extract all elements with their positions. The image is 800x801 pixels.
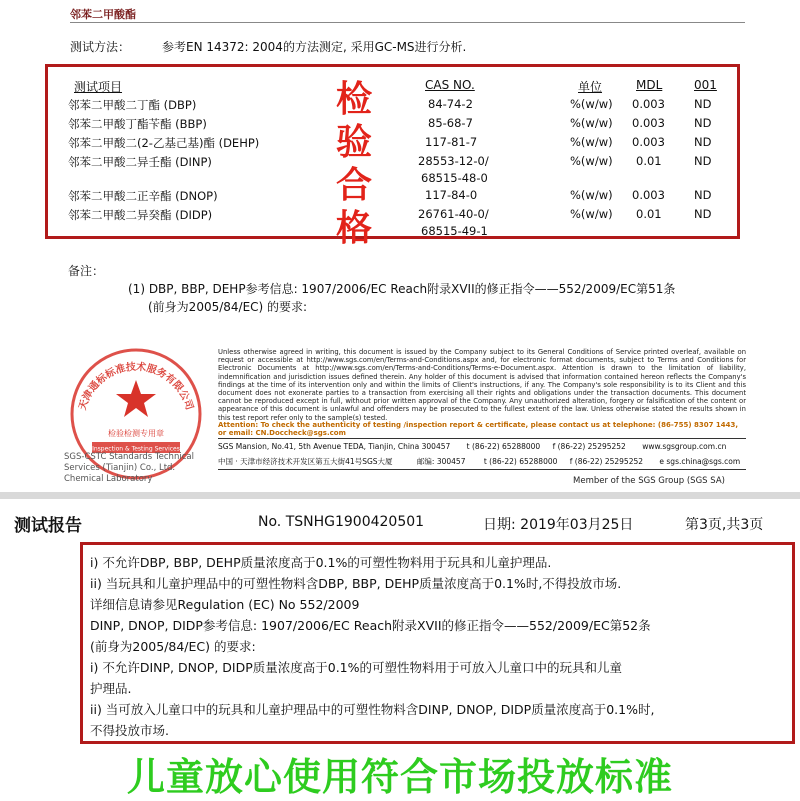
row-item: 邻苯二甲酸二异癸酯 (DIDP) (68, 208, 213, 222)
stamp-char: 检 (335, 79, 372, 120)
stamp-char: 格 (335, 208, 372, 249)
header-mdl: MDL (636, 78, 663, 92)
seal-inner-text: 检验检测专用章 (108, 429, 164, 438)
row-unit: %(w/w) (570, 116, 613, 130)
fax-cn: f (86-22) 25295252 (569, 457, 644, 466)
row-unit: %(w/w) (570, 154, 613, 168)
postcode-cn: 邮编: 300457 (416, 457, 466, 466)
test-method-label: 测试方法： (70, 40, 131, 54)
report-page-indicator: 第3页,共3页 (685, 517, 764, 533)
row-item: 邻苯二甲酸二(2-乙基己基)酯 (DEHP) (68, 136, 260, 150)
row-cas: 26761-40-0/ (418, 207, 489, 221)
row-cas: 85-68-7 (428, 116, 473, 130)
row-result: ND (694, 97, 712, 111)
requirement-line: DINP, DNOP, DIDP参考信息: 1907/2006/EC Reach附录XVII的修正指令——552/2009/EC第52条 (90, 618, 651, 633)
lab-department: Chemical Laboratory (64, 474, 153, 484)
inspection-passed-stamp (334, 78, 374, 250)
address-cn: 中国 · 天津市经济技术开发区第五大街41号SGS大厦 (218, 457, 393, 466)
report-title: 测试报告 (14, 516, 82, 536)
address-block (218, 438, 746, 470)
header-cas-no: CAS NO. (425, 78, 475, 92)
row-item: 邻苯二甲酸二正辛酯 (DNOP) (68, 189, 218, 203)
requirement-line: ii) 当玩具和儿童护理品中的可塑性物料含DBP, BBP, DEHP质量浓度高于0.1%时,不得投放市场. (90, 576, 622, 591)
row-item: 邻苯二甲酸二丁酯 (DBP) (68, 98, 197, 112)
requirement-line: 不得投放市场. (90, 723, 169, 738)
test-method (70, 38, 466, 55)
phone-en: t (86-22) 65288000 (466, 442, 541, 451)
row-mdl: 0.01 (636, 207, 662, 221)
page-separator (0, 492, 800, 499)
row-result: ND (694, 154, 712, 168)
requirement-line: 详细信息请参见Regulation (EC) No 552/2009 (90, 597, 360, 612)
requirement-line: i) 不允许DINP, DNOP, DIDP质量浓度高于0.1%的可塑性物料用于可放入儿童口中的玩具和儿童 (90, 660, 623, 675)
row-unit: %(w/w) (570, 188, 613, 202)
seal-ring-text: 天津通标标准技术服务有限公司 (77, 361, 195, 412)
row-result: ND (694, 116, 712, 130)
website: www.sgsgroup.com.cn (642, 442, 727, 451)
requirement-line: i) 不允许DBP, BBP, DEHP质量浓度高于0.1%的可塑性物料用于玩具和儿童护理品. (90, 555, 552, 570)
row-unit: %(w/w) (570, 97, 613, 111)
row-cas-continued: 68515-48-0 (421, 171, 488, 185)
notes-label: 备注： (68, 264, 105, 278)
authenticity-notice: Attention: To check the authenticity of testing /inspection report & certificate, please contact us at telephone: (86-755) 8307 1443, or email: CN.Doccheck@sgs.com (218, 421, 739, 438)
header-unit: 单位 (578, 80, 603, 94)
row-cas: 117-81-7 (425, 135, 478, 149)
stamp-char: 合 (335, 165, 372, 206)
note-line: (前身为2005/84/EC) 的要求: (148, 300, 308, 314)
lab-info (64, 452, 214, 485)
report-date: 日期: 2019年03月25日 (483, 517, 634, 533)
row-mdl: 0.003 (632, 97, 665, 111)
row-item: 邻苯二甲酸二异壬酯 (DINP) (68, 155, 212, 169)
row-result: ND (694, 135, 712, 149)
fax-en: f (86-22) 25295252 (552, 442, 626, 451)
row-mdl: 0.01 (636, 154, 662, 168)
phone-cn: t (86-22) 65288000 (483, 457, 558, 466)
row-cas: 28553-12-0/ (418, 154, 489, 168)
requirement-line: (前身为2005/84/EC) 的要求: (90, 639, 256, 654)
note-line: (1) DBP, BBP, DEHP参考信息: 1907/2006/EC Reach附录XVII的修正指令——552/2009/EC第51条 (128, 282, 676, 296)
header-divider (70, 22, 745, 23)
row-result: ND (694, 188, 712, 202)
test-method-text: 参考EN 14372: 2004的方法测定, 采用GC-MS进行分析. (162, 40, 467, 54)
row-mdl: 0.003 (632, 116, 665, 130)
row-cas: 117-84-0 (425, 188, 478, 202)
section-header: 邻苯二甲酸酯 (70, 8, 136, 21)
header-result: 001 (694, 78, 717, 92)
seal-inner-en: Inspection & Testing Services (92, 445, 180, 453)
requirement-line: 护理品. (90, 681, 132, 696)
row-mdl: 0.003 (632, 188, 665, 202)
requirement-line: ii) 当可放入儿童口中的玩具和儿童护理品中的可塑性物料含DINP, DNOP, DIDP质量浓度高于0.1%时, (90, 702, 655, 717)
row-mdl: 0.003 (632, 135, 665, 149)
email: e sgs.china@sgs.com (659, 457, 741, 466)
report-number: No. TSNHG1900420501 (258, 514, 425, 530)
row-cas-continued: 68515-49-1 (421, 224, 488, 238)
header-test-item: 测试项目 (74, 80, 123, 94)
address-en: SGS Mansion, No.41, 5th Avenue TEDA, Tianjin, China 300457 (218, 442, 451, 451)
legal-disclaimer: Unless otherwise agreed in writing, this document is issued by the Company subject to its General Conditions of Service printed overleaf, available on request or accessible at http://www.sgs.com/en/Terms-and-Conditions.aspx and, for electronic format documents, subject to Terms and Conditions for Electronic Documents at http://www.sgs.com/en/Terms-and-Conditions/Terms-e-Document.aspx. Attention is drawn to the limitation of liability, indemnification and jurisdiction issues defined therein. Any holder of this document is advised that information contained hereon reflects the Company's findings at the time of its intervention only and within the limits of Client's instructions, if any. The Company's sole responsibility is to its Client and this document does not exonerate parties to a transaction from exercising all their rights and obligations under the transaction documents. This document cannot be reproduced except in full, without prior written approval of the Company. Any unauthorized alteration, forgery or falsification of the content or appearance of this document is unlawful and offenders may be prosecuted to the fullest extent of the law. Unless otherwise stated the results shown in this test report refer only to the sample(s) tested. (218, 348, 746, 422)
row-unit: %(w/w) (570, 135, 613, 149)
row-result: ND (694, 207, 712, 221)
row-unit: %(w/w) (570, 207, 613, 221)
sgs-member-text: Member of the SGS Group (SGS SA) (573, 476, 725, 486)
promo-slogan: 儿童放心使用符合市场投放标准 (126, 755, 673, 799)
row-cas: 84-74-2 (428, 97, 473, 111)
row-item: 邻苯二甲酸丁酯苄酯 (BBP) (68, 117, 207, 131)
lab-name: SGS-CSTC Standards Technical Services (Tianjin) Co., Ltd. (64, 452, 194, 473)
stamp-char: 验 (335, 122, 372, 163)
